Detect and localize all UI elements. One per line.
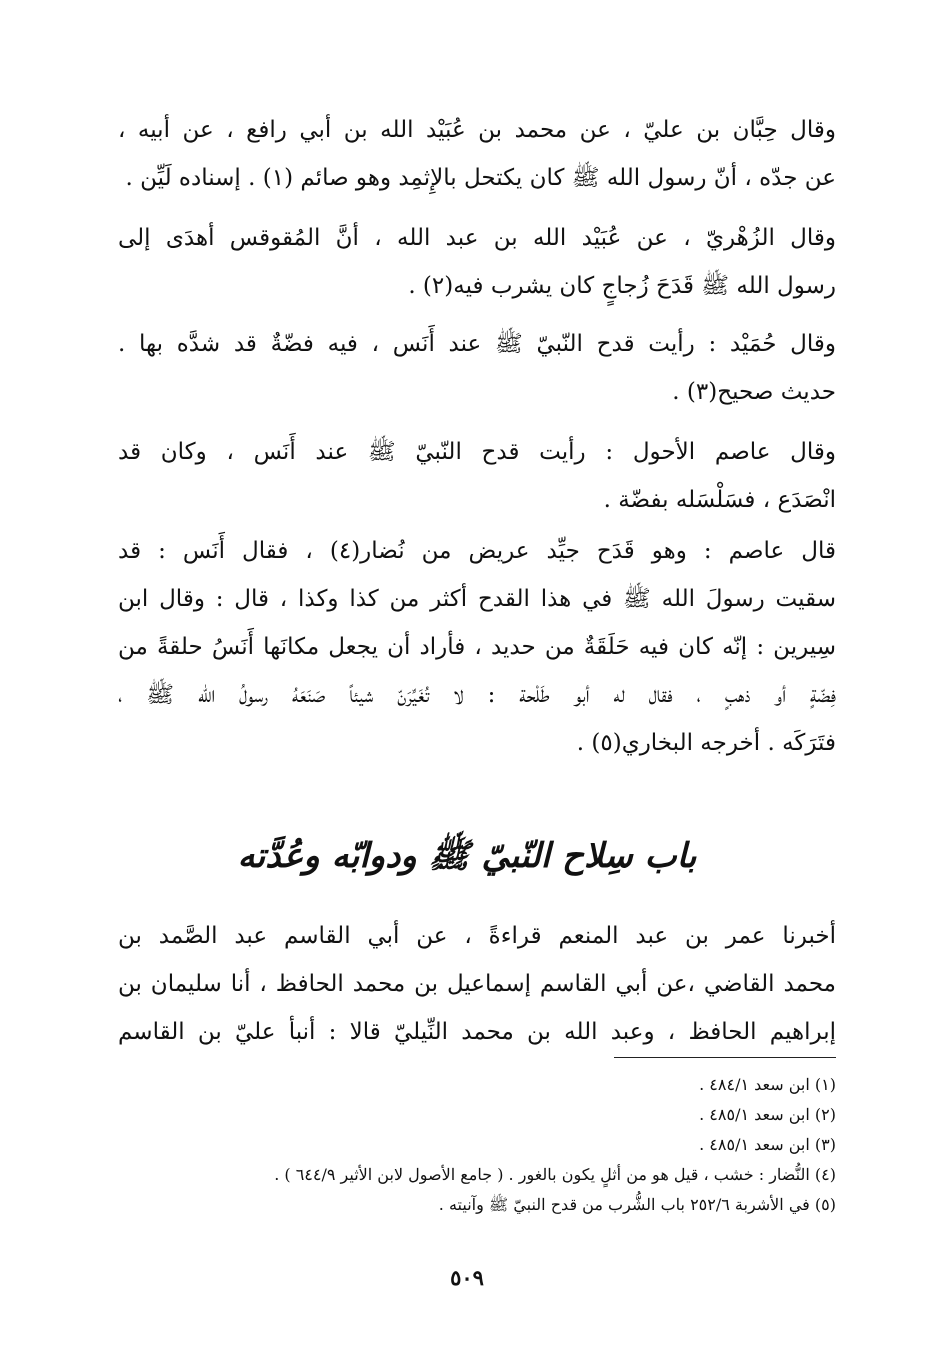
text-line: فِضّةٍ أو ذهبٍ ، فقال له أبو طَلْحة : لا تُغَيِّرَنّ شيئاً صَنَعَهُ رسولُ الله ﷺ ،	[118, 682, 836, 708]
text-line: سِيرين : إنّه كان فيه حَلَقَةٌ من حديد ، فأراد أن يجعل مكانَها أَنَسُ حلقةً من	[118, 634, 836, 660]
text-line: إبراهيم الحافظ ، وعبد الله بن محمد النِّيليّ قالا : أنبأ عليّ بن القاسم	[118, 1019, 836, 1045]
text-line: عن جدّه ، أنّ رسول الله ﷺ كان يكتحل بالإِثمِد وهو صائم (١) . إسناده لَيِّن .	[125, 165, 836, 191]
footnote: (٥) في الأشربة ٢٥٢/٦ باب الشُّرب من قدح النبيّ ﷺ وآنيته .	[438, 1195, 836, 1214]
text-line: وقال الزُهْريّ ، عن عُبَيْد الله بن عبد الله ، أنَّ المُقوقس أهدَى إلى	[118, 225, 836, 251]
paragraph-hibban	[118, 106, 836, 202]
text-line: انْصَدَع ، فسَلْسَله بفضّة .	[603, 487, 836, 513]
footnote: (١) ابن سعد ٤٨٤/١ .	[699, 1075, 836, 1094]
paragraph-asim	[118, 527, 836, 767]
footnote: (٤) النُّضار : خشب ، قيل هو من أثلٍ يكون بالغور . ( جامع الأصول لابن الأثير ٦٤٤/٩ ) .	[274, 1165, 836, 1184]
text-line: فتَرَكَه . أخرجه البخاري(٥) .	[576, 730, 836, 756]
text-line: وقال حُمَيْد : رأيت قدح النّبيّ ﷺ عند أَنَس ، فيه فضّةٌ قد شدَّه بها .	[118, 331, 836, 357]
text-line: سقيت رسولَ الله ﷺ في هذا القدح أكثر من كذا وكذا ، قال : وقال ابن	[118, 586, 836, 612]
chapter-paragraph	[118, 912, 836, 1056]
text-line: رسول الله ﷺ قَدَحَ زُجاجٍ كان يشرب فيه(٢) .	[408, 273, 836, 299]
footnote: (٢) ابن سعد ٤٨٥/١ .	[699, 1105, 836, 1124]
page-number: ٥٠٩	[450, 1265, 484, 1290]
text-line: أخبرنا عمر بن عبد المنعم قراءةً ، عن أبي القاسم عبد الصَّمد بن	[118, 923, 836, 949]
text-line: وقال عاصم الأحول : رأيت قدح النّبيّ ﷺ عند أَنَس ، وكان قد	[118, 439, 836, 465]
paragraph-asim-ahwal	[118, 428, 836, 524]
footnote: (٣) ابن سعد ٤٨٥/١ .	[699, 1135, 836, 1154]
chapter-heading: باب سِلاح النّبيّ ﷺ ودوابّه وعُدَّته	[237, 836, 697, 876]
text-line: قال عاصم : وهو قَدَح جيِّد عريض من نُضار(٤) ، فقال أَنَس : قد	[118, 538, 836, 564]
text-line: حديث صحيح(٣) .	[672, 379, 836, 405]
footnotes	[118, 1070, 836, 1220]
paragraph-humaid	[118, 320, 836, 416]
text-line: وقال حِبَّان بن عليّ ، عن محمد بن عُبَيْد الله بن أبي رافع ، عن أبيه ،	[118, 117, 836, 143]
text-line: محمد القاضي ،عن أبي القاسم إسماعيل بن محمد الحافظ ، أنا سليمان بن	[118, 971, 836, 997]
paragraph-zuhri	[118, 214, 836, 310]
footnote-divider	[614, 1057, 836, 1058]
